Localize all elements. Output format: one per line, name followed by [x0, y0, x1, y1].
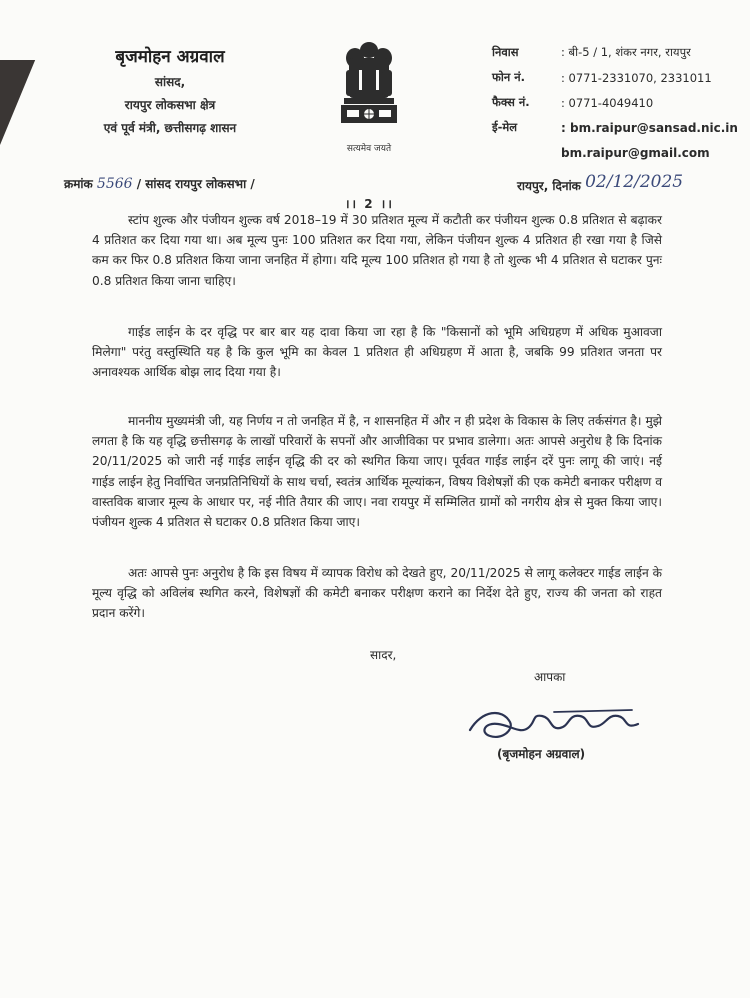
body-paragraph-3: माननीय मुख्यमंत्री जी, यह निर्णय न तो जनहित में है, न शासनहित में और न ही प्रदेश के विकास के लिए तर्कसंगत है। मुझे लगता है कि यह वृद्धि छत्तीसगढ़ के लाखों परिवारों के सपनों और आजीविका पर प्रभाव डालेगा। अतः आपसे अनुरोध है कि दिनांक 20/11/2025 को जारी नई गाईड लाईन वृद्धि की दर को स्थगित किया जाए। पूर्ववत गाईड लाईन दरें पुनः लागू की जाएं। नई गाईड लाईन हेतु निर्वाचित जनप्रतिनिधियों के साथ चर्चा, स्वतंत्र आर्थिक मूल्यांकन, विषय विशेषज्ञों की एक कमेटी बनाकर परीक्षण व वास्तविक बाजार मूल्य के आधार पर, नई नीति तैयार की जाए। नवा रायपुर में सम्मिलित ग्रामों को नगरीय क्षेत्र से मुक्त किया जाए। पंजीयन शुल्क 4 प्रतिशत से घटाकर 0.8 प्रतिशत किया जाए।	[92, 414, 662, 530]
page-number: ।। 2 ।।	[345, 197, 394, 211]
address-value: : बी-5 / 1, शंकर नगर, रायपुर	[561, 45, 691, 59]
fax-row	[492, 90, 742, 115]
national-emblem	[335, 40, 403, 154]
email-value-2: bm.raipur@gmail.com	[561, 145, 710, 160]
yours-text: आपका	[534, 670, 566, 684]
email-value: : bm.raipur@sansad.nic.in	[561, 120, 738, 135]
body-paragraph-1: स्टांप शुल्क और पंजीयन शुल्क वर्ष 2018–19 में 30 प्रतिशत मूल्य में कटौती कर पंजीयन शुल्क 0.8 प्रतिशत से बढ़ाकर 4 प्रतिशत कर दिया गया था। अब मूल्य पुनः 100 प्रतिशत कर दिया गया, लेकिन पंजीयन शुल्क 4 प्रतिशत ही रखा गया है जिसे कम कर फिर 0.8 प्रतिशत किया जाना जनहित में होगा। यदि मूल्य 100 प्रतिशत हो गया है तो शुल्क भी 4 प्रतिशत से घटाकर पुनः 0.8 प्रतिशत किया जाना चाहिए।	[92, 213, 662, 288]
sender-block	[70, 44, 270, 136]
phone-row	[492, 65, 742, 90]
closing-salutation: सादर,	[370, 648, 397, 662]
sender-name: बृजमोहन अग्रवाल	[115, 47, 225, 67]
email-row-2	[492, 140, 742, 165]
phone-value: : 0771-2331070, 2331011	[561, 70, 712, 85]
reference-number: 5566	[96, 176, 133, 192]
lion-capital-icon	[335, 40, 403, 135]
reference-line	[64, 172, 724, 196]
signatory-name: (बृजमोहन अग्रवाल)	[497, 747, 586, 761]
address-label: निवास	[492, 45, 519, 59]
handwritten-signature	[462, 700, 652, 750]
scan-corner-mask	[0, 0, 60, 60]
email-row	[492, 115, 742, 140]
reference-prefix: क्रमांक	[64, 177, 93, 191]
sender-former-role: एवं पूर्व मंत्री, छत्तीसगढ़ शासन	[103, 121, 237, 135]
sender-constituency: रायपुर लोकसभा क्षेत्र	[124, 98, 216, 112]
body-paragraph-2: गाईड लाईन के दर वृद्धि पर बार बार यह दावा किया जा रहा है कि "किसानों को भूमि अधिग्रहण में अधिक मुआवजा मिलेगा" परंतु वस्तुस्थिति यह है कि कुल भूमि का केवल 1 प्रतिशत ही अधिग्रहण में आता है, जबकि 99 प्रतिशत जनता पर अनावश्यक आर्थिक बोझ लाद दिया गया है।	[92, 325, 662, 380]
emblem-motto: सत्यमेव जयते	[346, 144, 392, 154]
place-date-label: रायपुर, दिनांक	[517, 179, 581, 193]
fax-value: : 0771-4049410	[561, 95, 654, 110]
address-row	[492, 40, 742, 65]
body-paragraph-4: अतः आपसे पुनः अनुरोध है कि इस विषय में व्यापक विरोध को देखते हुए, 20/11/2025 से लागू कलेक्टर गाईड लाईन के मूल्य वृद्धि को अविलंब स्थगित करने, विशेषज्ञों की कमेटी बनाकर परीक्षण कराने का निर्देश देते हुए, राज्य की जनता को राहत प्रदान करेंगे।	[92, 566, 662, 621]
phone-label: फोन नं.	[492, 70, 525, 84]
email-label: ई-मेल	[492, 120, 518, 134]
contact-block	[492, 40, 742, 165]
sender-designation: सांसद,	[154, 75, 186, 89]
reference-suffix: / सांसद रायपुर लोकसभा /	[136, 177, 255, 191]
letter-date: 02/12/2025	[585, 172, 684, 192]
fax-label: फैक्स नं.	[492, 95, 530, 109]
